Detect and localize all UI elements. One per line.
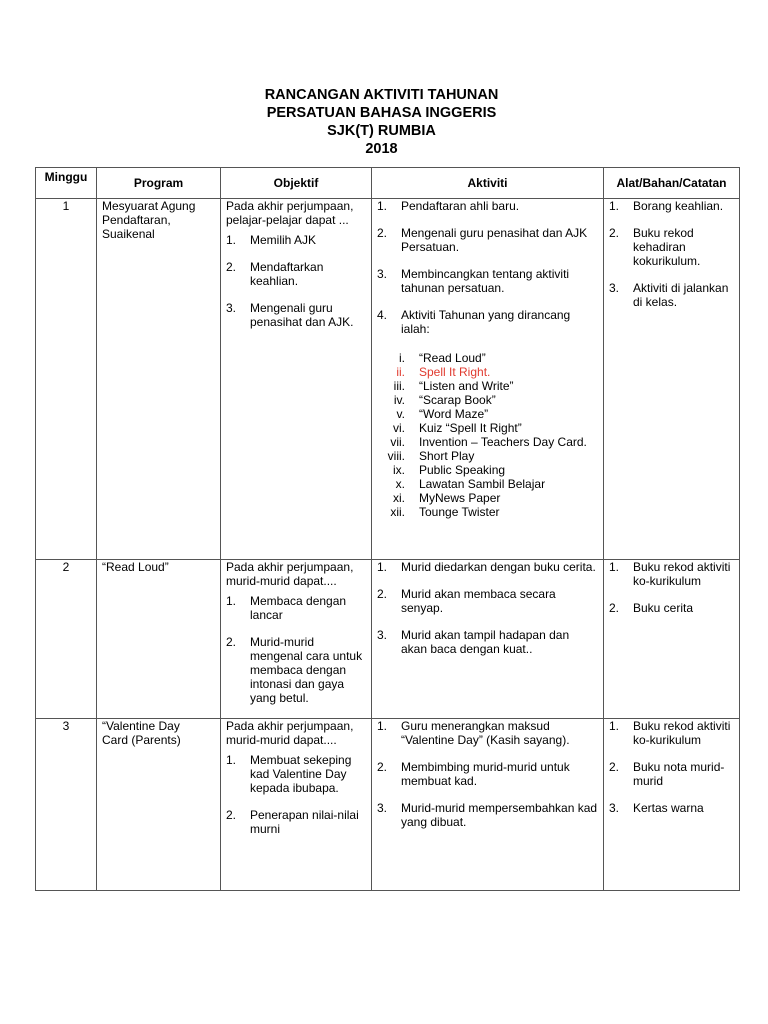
- title-line-2: PERSATUAN BAHASA INGGERIS: [266, 105, 497, 121]
- sub-list-text: “Word Maze”: [419, 407, 489, 421]
- list-text: Penerapan nilai-nilai murni: [250, 808, 359, 836]
- sub-list-item: [377, 393, 598, 407]
- list-text: Membincangkan tentang aktiviti tahunan persatuan.: [401, 267, 570, 295]
- list-text: Aktiviti di jalankan di kelas.: [633, 281, 729, 309]
- roman-numeral: viii.: [387, 449, 405, 463]
- list-item: [609, 226, 734, 268]
- list-item: [377, 199, 598, 213]
- list-text: Pendaftaran ahli baru.: [401, 199, 520, 213]
- list-number: 2.: [377, 226, 388, 240]
- sub-list-item: [377, 477, 598, 491]
- list-item: [377, 719, 598, 747]
- sub-list-text: Lawatan Sambil Belajar: [419, 477, 546, 491]
- sub-list-item: [377, 505, 598, 519]
- objektif-list: [226, 233, 366, 329]
- list-item: [377, 226, 598, 254]
- list-item: [226, 594, 366, 622]
- list-text: Kertas warna: [633, 801, 704, 815]
- list-item: [226, 260, 366, 288]
- alat-list: [609, 199, 734, 309]
- cell-minggu: 2: [36, 560, 97, 719]
- sub-list-text: Short Play: [419, 449, 475, 463]
- sub-list-text: “Listen and Write”: [419, 379, 514, 393]
- table-row: [36, 560, 740, 719]
- list-item: [377, 267, 598, 295]
- list-text: Mengenali guru penasihat dan AJK Persatuan.: [401, 226, 588, 254]
- table-row: [36, 199, 740, 560]
- program-line: Card (Parents): [102, 733, 181, 747]
- list-text: Murid-murid mengenal cara untuk membaca dengan intonasi dan gaya yang betul.: [250, 635, 363, 705]
- cell-minggu: 1: [36, 199, 97, 560]
- list-number: 1.: [609, 199, 620, 213]
- list-number: 3.: [226, 301, 237, 315]
- roman-numeral: vi.: [393, 421, 405, 435]
- column-header-minggu: Minggu: [36, 168, 97, 199]
- document-title: [0, 86, 768, 158]
- list-number: 1.: [226, 753, 237, 767]
- roman-numeral: x.: [395, 477, 405, 491]
- program-line: Suaikenal: [102, 227, 155, 241]
- sub-list-text: “Scarap Book”: [419, 393, 496, 407]
- list-number: 2.: [609, 601, 620, 615]
- list-number: 1.: [377, 719, 388, 733]
- cell-alat: [604, 199, 740, 560]
- objektif-intro: Pada akhir perjumpaan, murid-murid dapat....: [226, 719, 354, 747]
- list-text: Mendaftarkan keahlian.: [250, 260, 324, 288]
- table-row: [36, 719, 740, 891]
- column-header-aktiviti: Aktiviti: [372, 168, 604, 199]
- roman-numeral: i.: [399, 351, 405, 365]
- roman-numeral: v.: [396, 407, 405, 421]
- list-item: [609, 760, 734, 788]
- alat-list: [609, 719, 734, 815]
- sub-list-text: “Read Loud”: [419, 351, 486, 365]
- list-number: 2.: [226, 808, 237, 822]
- list-number: 3.: [377, 801, 388, 815]
- sub-list-item: [377, 491, 598, 505]
- list-number: 3.: [609, 281, 620, 295]
- roman-numeral: iv.: [393, 393, 405, 407]
- cell-minggu: 3: [36, 719, 97, 891]
- list-number: 2.: [609, 226, 620, 240]
- cell-objektif: [221, 719, 372, 891]
- cell-alat: [604, 560, 740, 719]
- list-number: 1.: [609, 560, 620, 574]
- title-line-1: RANCANGAN AKTIVITI TAHUNAN: [264, 87, 499, 103]
- list-text: Aktiviti Tahunan yang dirancang ialah:: [401, 308, 571, 336]
- list-text: Buku rekod aktiviti ko-kurikulum: [633, 560, 731, 588]
- list-item: [226, 301, 366, 329]
- list-item: [377, 760, 598, 788]
- list-item: [609, 199, 734, 213]
- roman-numeral: iii.: [393, 379, 405, 393]
- list-text: Murid diedarkan dengan buku cerita.: [401, 560, 596, 574]
- list-text: Murid akan membaca secara senyap.: [401, 587, 556, 615]
- list-item: [609, 601, 734, 615]
- sub-list-item: [377, 365, 598, 379]
- list-number: 2.: [377, 587, 388, 601]
- list-number: 4.: [377, 308, 388, 322]
- sub-list-text: MyNews Paper: [419, 491, 501, 505]
- program-line: Pendaftaran,: [102, 213, 171, 227]
- list-text: Mengenali guru penasihat dan AJK.: [250, 301, 354, 329]
- program-line: “Read Loud”: [102, 560, 169, 574]
- sub-list-text: Invention – Teachers Day Card.: [419, 435, 587, 449]
- objektif-intro: Pada akhir perjumpaan, murid-murid dapat....: [226, 560, 354, 588]
- list-number: 3.: [377, 267, 388, 281]
- list-number: 1.: [226, 594, 237, 608]
- sub-list-text: Spell It Right.: [419, 365, 491, 379]
- list-text: Buku nota murid-murid: [633, 760, 725, 788]
- list-item: [226, 753, 366, 795]
- list-item: [609, 719, 734, 747]
- column-header-objektif: Objektif: [221, 168, 372, 199]
- planned-activities-list: [377, 351, 598, 519]
- title-line-4: 2018: [365, 141, 398, 157]
- sub-list-item: [377, 463, 598, 477]
- list-text: Murid akan tampil hadapan dan akan baca dengan kuat..: [401, 628, 570, 656]
- sub-list-text: Tounge Twister: [419, 505, 500, 519]
- roman-numeral: ii.: [396, 365, 405, 379]
- list-number: 2.: [609, 760, 620, 774]
- table-header-row: [36, 168, 740, 199]
- program-line: “Valentine Day: [102, 719, 180, 733]
- sub-list-text: Public Speaking: [419, 463, 506, 477]
- activity-plan-table: [35, 167, 740, 891]
- list-number: 3.: [609, 801, 620, 815]
- list-item: [609, 281, 734, 309]
- roman-numeral: vii.: [390, 435, 405, 449]
- sub-list-item: [377, 421, 598, 435]
- title-line-3: SJK(T) RUMBIA: [327, 123, 436, 139]
- list-item: [377, 801, 598, 829]
- list-item: [377, 628, 598, 656]
- roman-numeral: xii.: [390, 505, 405, 519]
- list-item: [609, 560, 734, 588]
- list-text: Membaca dengan lancar: [250, 594, 347, 622]
- objektif-list: [226, 594, 366, 705]
- list-item: [377, 560, 598, 574]
- list-number: 2.: [226, 260, 237, 274]
- list-number: 2.: [377, 760, 388, 774]
- list-text: Memilih AJK: [250, 233, 317, 247]
- sub-list-item: [377, 449, 598, 463]
- alat-list: [609, 560, 734, 615]
- sub-list-text: Kuiz “Spell It Right”: [419, 421, 522, 435]
- aktiviti-list: [377, 560, 598, 656]
- list-number: 2.: [226, 635, 237, 649]
- column-header-alat: Alat/Bahan/Catatan: [604, 168, 740, 199]
- cell-objektif: [221, 199, 372, 560]
- cell-program: [97, 719, 221, 891]
- sub-list-item: [377, 435, 598, 449]
- list-number: 1.: [609, 719, 620, 733]
- list-item: [377, 587, 598, 615]
- list-text: Murid-murid mempersembahkan kad yang dibuat.: [401, 801, 598, 829]
- cell-program: [97, 199, 221, 560]
- objektif-list: [226, 753, 366, 836]
- column-header-program: Program: [97, 168, 221, 199]
- cell-aktiviti: [372, 719, 604, 891]
- list-text: Membuat sekeping kad Valentine Day kepada ibubapa.: [250, 753, 352, 795]
- objektif-intro: Pada akhir perjumpaan, pelajar-pelajar dapat ...: [226, 199, 354, 227]
- list-text: Buku cerita: [633, 601, 694, 615]
- cell-aktiviti: [372, 199, 604, 560]
- sub-list-item: [377, 351, 598, 365]
- list-item: [377, 308, 598, 519]
- list-item: [226, 233, 366, 247]
- list-number: 1.: [377, 199, 388, 213]
- list-number: 1.: [377, 560, 388, 574]
- list-text: Membimbing murid-murid untuk membuat kad.: [401, 760, 570, 788]
- roman-numeral: ix.: [393, 463, 405, 477]
- list-number: 3.: [377, 628, 388, 642]
- sub-list-item: [377, 407, 598, 421]
- cell-aktiviti: [372, 560, 604, 719]
- list-item: [226, 808, 366, 836]
- list-number: 1.: [226, 233, 237, 247]
- aktiviti-list: [377, 719, 598, 829]
- list-item: [226, 635, 366, 705]
- roman-numeral: xi.: [393, 491, 405, 505]
- list-text: Buku rekod aktiviti ko-kurikulum: [633, 719, 731, 747]
- aktiviti-list: [377, 199, 598, 519]
- program-line: Mesyuarat Agung: [102, 199, 196, 213]
- list-text: Guru menerangkan maksud “Valentine Day” (Kasih sayang).: [401, 719, 570, 747]
- list-item: [609, 801, 734, 815]
- cell-alat: [604, 719, 740, 891]
- cell-program: [97, 560, 221, 719]
- sub-list-item: [377, 379, 598, 393]
- list-text: Borang keahlian.: [633, 199, 724, 213]
- cell-objektif: [221, 560, 372, 719]
- list-text: Buku rekod kehadiran kokurikulum.: [633, 226, 701, 268]
